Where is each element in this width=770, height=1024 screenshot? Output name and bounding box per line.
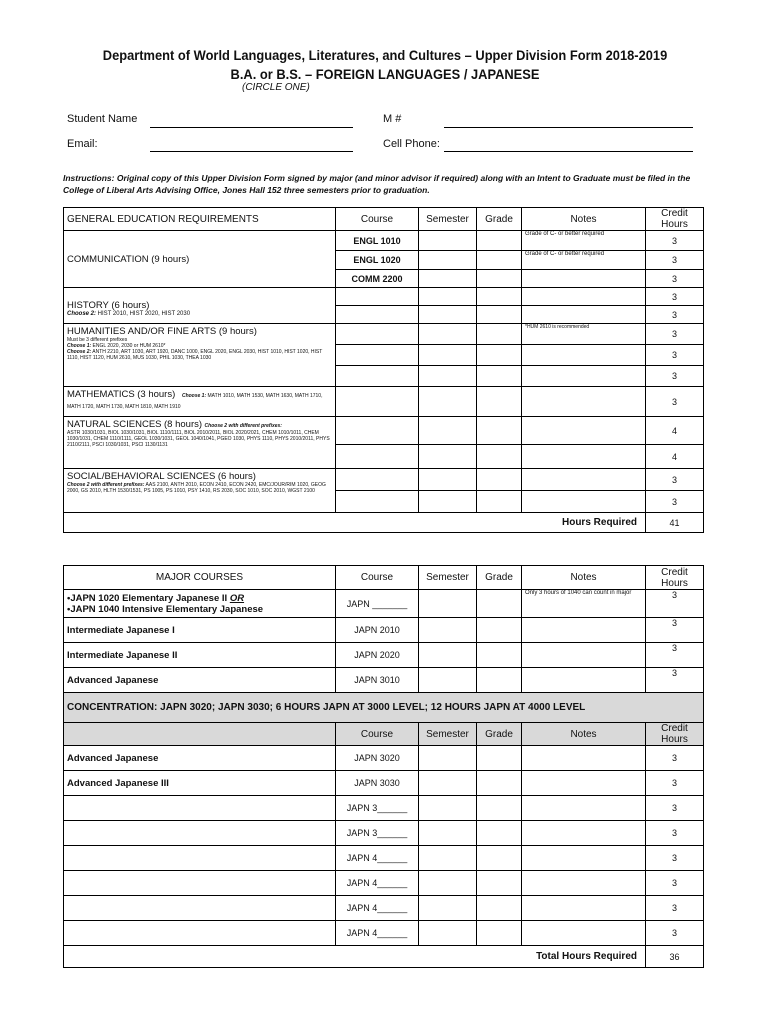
semester-cell[interactable] [419,871,477,896]
table-row [64,324,704,345]
course-title: Intermediate Japanese II [64,643,336,668]
table-row [64,387,704,417]
math-hours: (3 hours) [137,389,176,400]
total-hours-row [64,946,704,968]
course-cell: JAPN 3030 [336,771,419,796]
notes-cell: Grade of C- or better required [522,251,646,270]
credit-cell: 3 [646,821,704,846]
notes-cell [522,445,646,469]
math-label: MATHEMATICS [67,389,135,400]
semester-cell[interactable] [419,417,477,445]
table-row [64,846,704,871]
notes-cell [522,417,646,445]
semester-cell[interactable] [419,491,477,513]
communication-hours: (9 hours) [151,253,190,265]
course-cell[interactable] [336,491,419,513]
major-header: MAJOR COURSES [64,566,336,590]
credit-cell: 3 [646,871,704,896]
grade-header: Grade [477,566,522,590]
notes-cell [522,643,646,668]
credit-cell: 3 [646,643,704,668]
course-title: Advanced Japanese III [64,771,336,796]
credit-cell: 4 [646,417,704,445]
hours-required-row [64,513,704,533]
social-hours: (6 hours) [217,471,256,482]
course-title: •JAPN 1020 Elementary Japanese II [67,592,230,604]
form-title: Department of World Languages, Literatures, and Cultures – Upper Division Form 2018-2019 [102,47,668,63]
humanities-hours: (9 hours) [218,326,257,337]
credit-cell: 3 [646,231,704,251]
credit-cell: 3 [646,251,704,270]
table-row [64,821,704,846]
credit-cell: 3 [646,387,704,417]
grade-cell[interactable] [477,846,522,871]
math-cell [64,387,336,417]
total-hours-value: 36 [646,946,704,968]
table-row [64,417,704,445]
notes-cell [522,796,646,821]
semester-cell[interactable] [419,668,477,693]
course-cell: JAPN 2020 [336,643,419,668]
grade-cell[interactable] [477,345,522,366]
humanities-note1: Must be 3 different prefixes [67,337,128,343]
communication-cell [64,231,336,288]
notes-cell [522,821,646,846]
course-header: Course [336,208,419,231]
course-title[interactable] [64,896,336,921]
semester-cell[interactable] [419,643,477,668]
semester-header: Semester [419,723,477,746]
grade-cell[interactable] [477,643,522,668]
credit-cell: 3 [646,668,704,693]
semester-cell[interactable] [419,387,477,417]
semester-cell[interactable] [419,270,477,288]
m-number-label: M # [383,113,402,125]
semester-cell[interactable] [419,618,477,643]
notes-cell [522,366,646,387]
notes-cell: Grade of C- or better required [522,231,646,251]
hours-required-value: 41 [646,513,704,533]
social-choose: Choose 2 with different prefixes: [67,482,145,488]
gen-ed-header: GENERAL EDUCATION REQUIREMENTS [64,208,336,231]
history-hours: (6 hours) [111,299,150,311]
social-sciences-cell [64,469,336,513]
humanities-label: HUMANITIES AND/OR FINE ARTS [67,326,217,337]
grade-cell[interactable] [477,921,522,946]
semester-cell[interactable] [419,288,477,306]
semester-header: Semester [419,566,477,590]
semester-cell[interactable] [419,771,477,796]
credit-cell: 3 [646,618,704,643]
notes-cell [522,618,646,643]
table-row [64,288,704,306]
table-row [64,871,704,896]
concentration-header-row [64,723,704,746]
course-title: Advanced Japanese [64,668,336,693]
course-cell: JAPN 3020 [336,746,419,771]
semester-cell[interactable] [419,469,477,491]
course-cell[interactable]: JAPN 4______ [336,846,419,871]
instructions: Instructions: Original copy of this Upper Division Form signed by major (and minor advisor if required) along with an Intent to Graduate must be filed in the College of Liberal Arts Advising Office, Jones Hall 152 three semesters prior to graduation. [63,173,691,195]
notes-cell [522,288,646,306]
credit-hours-header: Credit Hours [646,566,704,590]
course-title[interactable] [64,921,336,946]
natural-note: ASTR 1030/1031, BIOL 1030/1031, BIOL 1110/1111, BIOL 2010/2011, BIOL 2020/2021, CHEM 1010/1011, CHEM 1030/1031, CHEM 1110/1111, GEOL 1030/1031, GEOL 1040/1041, PGEO 1030, PHYS 1110, PHYS 2010/2011, PHYS 2110/2111, PSCI 1030/1031, PSCI 1130/1131 [67,430,330,448]
grade-cell[interactable] [477,469,522,491]
course-title-cell [64,590,336,618]
table-row [64,590,704,618]
notes-cell [522,746,646,771]
grade-cell[interactable] [477,270,522,288]
grade-cell[interactable] [477,821,522,846]
course-title[interactable] [64,871,336,896]
course-cell[interactable] [336,288,419,306]
course-cell: ENGL 1020 [336,251,419,270]
course-title[interactable] [64,821,336,846]
table-row [64,921,704,946]
notes-cell [522,871,646,896]
course-cell[interactable] [336,324,419,345]
grade-cell[interactable] [477,387,522,417]
concentration-heading: CONCENTRATION: JAPN 3020; JAPN 3030; 6 HOURS JAPN AT 3000 LEVEL; 12 HOURS JAPN AT 4000 LEVEL [64,693,704,723]
email-label: Email: [67,138,98,150]
notes-cell [522,491,646,513]
course-title[interactable] [64,796,336,821]
social-label: SOCIAL/BEHAVIORAL SCIENCES [67,471,216,482]
grade-cell[interactable] [477,417,522,445]
notes-cell [522,771,646,796]
semester-cell[interactable] [419,846,477,871]
notes-cell [522,345,646,366]
table-row [64,618,704,643]
course-cell[interactable] [336,366,419,387]
course-header: Course [336,566,419,590]
grade-cell[interactable] [477,491,522,513]
grade-cell[interactable] [477,796,522,821]
humanities-cell [64,324,336,387]
notes-cell [522,387,646,417]
grade-header: Grade [477,723,522,746]
humanities-choose2: Choose 2: [67,349,92,355]
social-note: AAS 2100, ANTH 2010, ECON 2410, ECON 2420, EMC/JOUR/RIM 1020, GEOG 2000, GS 2010, HLTH 1530/1531, PS 1005, PS 1010, PSY 1410, RS 2030, SOC 1010, SOC 2010, WGST 2100 [67,482,326,494]
student-name-label: Student Name [67,113,138,125]
credit-cell: 3 [646,366,704,387]
course-title-alt: •JAPN 1040 Intensive Elementary Japanese [67,603,264,615]
course-cell[interactable]: JAPN 3______ [336,821,419,846]
gen-ed-table [63,207,704,533]
credit-cell: 3 [646,921,704,946]
course-cell[interactable] [336,345,419,366]
semester-cell[interactable] [419,821,477,846]
course-cell: COMM 2200 [336,270,419,288]
notes-cell [522,846,646,871]
grade-cell[interactable] [477,618,522,643]
credit-cell: 3 [646,746,704,771]
history-cell [64,288,336,324]
semester-cell[interactable] [419,366,477,387]
semester-header: Semester [419,208,477,231]
table-row [64,668,704,693]
semester-cell[interactable] [419,345,477,366]
notes-header: Notes [522,723,646,746]
credit-cell: 4 [646,445,704,469]
course-title[interactable] [64,846,336,871]
circle-one-note: (CIRCLE ONE) [242,82,310,93]
communication-label: COMMUNICATION [67,253,149,265]
grade-cell[interactable] [477,306,522,324]
gen-ed-header-row [64,208,704,231]
concentration-header-blank [64,723,336,746]
notes-cell [522,469,646,491]
email-field[interactable] [150,151,353,152]
major-header-row [64,566,704,590]
credit-cell: 3 [646,324,704,345]
notes-header: Notes [522,566,646,590]
credit-cell: 3 [646,288,704,306]
course-cell[interactable]: JAPN 4______ [336,896,419,921]
credit-cell: 3 [646,590,704,618]
history-label: HISTORY [67,299,109,311]
table-row [64,746,704,771]
credit-cell: 3 [646,771,704,796]
course-cell: JAPN 2010 [336,618,419,643]
form-subtitle: B.A. or B.S. – FOREIGN LANGUAGES / JAPANESE [230,66,540,82]
table-row [64,771,704,796]
semester-cell[interactable] [419,306,477,324]
natural-hours: (8 hours) [164,419,203,430]
semester-cell[interactable] [419,590,477,618]
course-cell[interactable] [336,469,419,491]
history-note: HIST 2010, HIST 2020, HIST 2030 [96,310,191,317]
credit-cell: 3 [646,345,704,366]
history-choose: Choose 2: [67,310,97,317]
credit-cell: 3 [646,846,704,871]
humanities-note2: ENGL 2020, 2030 or HUM 2610* [91,343,166,349]
course-cell: ENGL 1010 [336,231,419,251]
semester-cell[interactable] [419,896,477,921]
notes-cell [522,270,646,288]
credit-cell: 3 [646,306,704,324]
table-row [64,231,704,251]
course-header: Course [336,723,419,746]
math-note: MATH 1010, MATH 1530, MATH 1630, MATH 1710, MATH 1720, MATH 1730, MATH 1810, MATH 1910 [67,393,323,410]
humanities-note3: ANTH 2210, ART 1030, ART 1920, DANC 1000, ENGL 2020, ENGL 2030, HIST 1010, HIST 1020, HIST 1110, HIST 1120, HUM 2610, MUS 1030, PHIL 1030, THEA 1030 [67,349,323,361]
humanities-choose1: Choose 1: [67,343,92,349]
grade-cell[interactable] [477,871,522,896]
semester-cell[interactable] [419,445,477,469]
semester-cell[interactable] [419,796,477,821]
math-choose: Choose 1: [181,393,207,399]
credit-hours-header: Credit Hours [646,208,704,231]
table-row [64,896,704,921]
credit-cell: 3 [646,469,704,491]
credit-hours-header: Credit Hours [646,723,704,746]
grade-cell[interactable] [477,771,522,796]
grade-cell[interactable] [477,746,522,771]
grade-cell[interactable] [477,445,522,469]
or-text: OR [229,592,245,604]
total-hours-label: Total Hours Required [64,946,646,968]
course-cell: JAPN _______ [336,590,419,618]
concentration-row [64,693,704,723]
course-cell[interactable]: JAPN 4______ [336,921,419,946]
table-row [64,469,704,491]
course-cell[interactable] [336,387,419,417]
semester-cell[interactable] [419,231,477,251]
grade-cell[interactable] [477,590,522,618]
course-title: Intermediate Japanese I [64,618,336,643]
notes-cell [522,306,646,324]
cell-phone-label: Cell Phone: [383,138,440,150]
credit-cell: 3 [646,491,704,513]
hours-required-label: Hours Required [64,513,646,533]
course-cell[interactable] [336,417,419,445]
notes-cell [522,668,646,693]
cell-phone-field[interactable] [444,151,693,152]
course-cell[interactable]: JAPN 3______ [336,796,419,821]
credit-cell: 3 [646,796,704,821]
major-table [63,565,704,968]
semester-cell[interactable] [419,324,477,345]
notes-cell [522,921,646,946]
m-number-field[interactable] [444,127,693,128]
grade-header: Grade [477,208,522,231]
grade-cell[interactable] [477,896,522,921]
course-title: Advanced Japanese [64,746,336,771]
notes-cell: *HUM 2610 is recommended [522,324,646,345]
grade-cell[interactable] [477,288,522,306]
course-cell[interactable] [336,306,419,324]
semester-cell[interactable] [419,251,477,270]
natural-choose: Choose 2 with different prefixes: [204,423,282,429]
grade-cell[interactable] [477,251,522,270]
natural-sciences-cell [64,417,336,469]
student-name-field[interactable] [150,127,353,128]
semester-cell[interactable] [419,921,477,946]
credit-cell: 3 [646,270,704,288]
grade-cell[interactable] [477,324,522,345]
grade-cell[interactable] [477,668,522,693]
course-cell[interactable] [336,445,419,469]
course-cell: JAPN 3010 [336,668,419,693]
table-row [64,643,704,668]
table-row [64,796,704,821]
semester-cell[interactable] [419,746,477,771]
grade-cell[interactable] [477,231,522,251]
grade-cell[interactable] [477,366,522,387]
credit-cell: 3 [646,896,704,921]
course-cell[interactable]: JAPN 4______ [336,871,419,896]
notes-header: Notes [522,208,646,231]
notes-cell: Only 3 hours of 1040 can count in major [522,590,646,618]
natural-label: NATURAL SCIENCES [67,419,162,430]
notes-cell [522,896,646,921]
